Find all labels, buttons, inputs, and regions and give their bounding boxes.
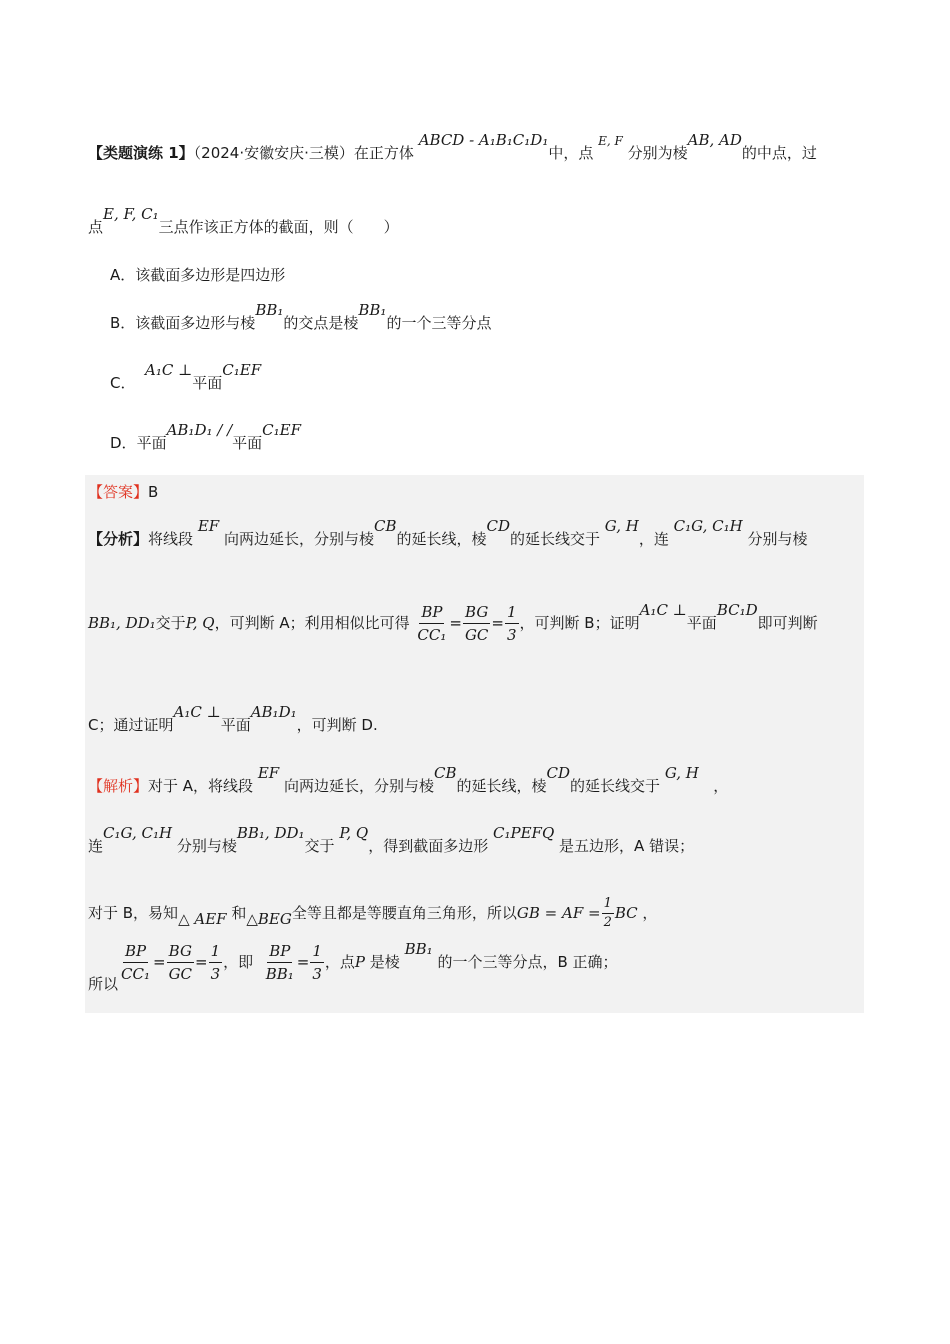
math-bc1d: BC₁D (716, 601, 758, 619)
fraction-one-half (602, 897, 614, 930)
solution-label: 【解析】 (88, 777, 149, 795)
option-text: 的一个三等分点 (386, 314, 492, 332)
problem-text: 中，点 (548, 144, 594, 162)
fraction-numerator: 1 (209, 942, 223, 963)
fraction-numerator: 1 (505, 603, 519, 624)
math-c1ef: C₁EF (222, 361, 262, 379)
math-bb1: BB₁ (255, 301, 284, 319)
solution-text: 全等且都是等腰直角三角形，所以 (291, 904, 517, 922)
math-triangle-beg: △BEG (246, 910, 292, 928)
fraction-denominator: GC (168, 965, 193, 983)
points-ef: E, F (598, 134, 623, 148)
option-text: 平面 (136, 434, 167, 452)
option-text: 该截面多边形是四边形 (135, 266, 286, 284)
analysis-text: 平面 (686, 614, 717, 632)
solution-text: 是棱 (369, 953, 400, 971)
fraction-denominator: 3 (312, 965, 322, 983)
math-p: P (354, 953, 366, 971)
problem-text: 三点作该正方体的截面，则（ ） (158, 218, 399, 236)
analysis-text: ，连 (638, 530, 669, 548)
analysis-line-1 (88, 517, 808, 549)
problem-line-2 (88, 205, 399, 237)
solution-panel (85, 475, 864, 1013)
fraction-numerator: BP (267, 942, 292, 963)
fraction-bp-cc1 (415, 603, 448, 644)
solution-text: 对于 B，易知 (88, 904, 179, 922)
fraction-numerator: 1 (602, 897, 614, 914)
analysis-line-3 (88, 703, 378, 735)
fraction-denominator: 3 (506, 626, 517, 644)
math-cb: CB (373, 517, 397, 535)
math-c1g-c1h: C₁G, C₁H (103, 824, 173, 842)
solution-text: 分别与棱 (176, 837, 237, 855)
fraction-denominator: CC₁ (417, 626, 447, 644)
math-bb1-dd1: BB₁, DD₁ (88, 614, 156, 632)
fraction-denominator: 3 (210, 965, 221, 983)
math-c1ef: C₁EF (262, 421, 302, 439)
edges-ab-ad: AB, AD (687, 131, 742, 149)
fraction-one-third (209, 942, 223, 983)
analysis-text: 即可判断 (757, 614, 818, 632)
fraction-bp-cc1 (119, 942, 152, 983)
solution-text: 对于 A，将线段 (148, 777, 254, 795)
solution-text: 交于 (304, 837, 335, 855)
option-label: C． (110, 374, 136, 392)
fraction-bp-bb1 (264, 942, 296, 983)
solution-text: 的延长线交于 (570, 777, 661, 795)
problem-label: 【类题演练 1】 (88, 144, 194, 162)
math-ab1d1: AB₁D₁ (250, 703, 297, 721)
math-cd: CD (546, 764, 571, 782)
fraction-bg-gc (167, 942, 194, 983)
fraction-numerator: 1 (310, 942, 324, 963)
fraction-one-third (310, 942, 324, 983)
solution-text: ， (642, 904, 658, 922)
solution-text: 和 (231, 904, 247, 922)
fraction-numerator: BP (123, 942, 148, 963)
problem-text: 分别为棱 (627, 144, 688, 162)
points-efc1: E, F, C₁ (103, 205, 159, 223)
analysis-text: 的延长线，棱 (396, 530, 487, 548)
solution-text: 向两边延长，分别与棱 (283, 777, 434, 795)
option-text: 平面 (232, 434, 263, 452)
fraction-bg-gc (463, 603, 490, 644)
math-ef: EF (257, 764, 280, 782)
math-gh: G, H (604, 517, 639, 535)
solution-text: 的延长线，棱 (456, 777, 547, 795)
problem-source: （2024·安徽安庆·三模） (193, 144, 354, 162)
problem-text: 点 (88, 218, 104, 236)
solution-text: 的一个三等分点，B 正确； (437, 953, 618, 971)
option-b[interactable] (110, 301, 492, 333)
fraction-denominator: CC₁ (121, 965, 150, 983)
math-gb-eq-af: GB = AF = (516, 904, 601, 922)
analysis-text: ，可判断 B；证明 (519, 614, 640, 632)
fraction-denominator: GC (464, 626, 489, 644)
answer-label: 【答案】 (88, 483, 149, 501)
fraction-numerator: BG (167, 942, 194, 963)
answer-line (88, 481, 158, 502)
option-text: 的交点是棱 (283, 314, 359, 332)
option-d[interactable] (110, 421, 302, 453)
analysis-text: 的延长线交于 (510, 530, 601, 548)
math-bb1: BB₁ (358, 301, 387, 319)
math-a1c-perp: A₁C ⊥ (173, 703, 221, 721)
solution-text: 所以 (88, 975, 119, 993)
math-pq: P, Q (339, 824, 369, 842)
problem-text: 在正方体 (353, 144, 414, 162)
analysis-text: 向两边延长，分别与棱 (223, 530, 374, 548)
solution-text: ，点 (324, 953, 355, 971)
math-bb1: BB₁ (404, 940, 433, 958)
math-polygon: C₁PEFQ (493, 824, 555, 842)
analysis-text: ，可判断 A；利用相似比可得 (214, 614, 410, 632)
analysis-line-2: BB₁, DD₁交于P, Q，可判断 A；利用相似比可得 $\frac{BP}{\text{CC₁}}$ = $\frac{BG}{GC}$ = $\frac{1}{3}$ ，可判断 B；证明A₁C ⊥平面BC₁D即可判断 (88, 601, 818, 644)
math-a1c-perp: A₁C ⊥ (639, 601, 687, 619)
math-cd: CD (486, 517, 510, 535)
math-c1g-c1h: C₁G, C₁H (673, 517, 743, 535)
fraction-numerator: BG (463, 603, 490, 624)
math-pq: P, Q (185, 614, 215, 632)
solution-text: ，得到截面多边形 (368, 837, 489, 855)
analysis-text: C；通过证明 (88, 716, 174, 734)
option-text: 该截面多边形与棱 (135, 314, 256, 332)
fraction-numerator: BP (419, 603, 444, 624)
solution-text: 是五边形，A 错误； (559, 837, 695, 855)
math-bc: BC (614, 904, 638, 922)
solution-text: ， (713, 777, 729, 795)
option-c[interactable] (110, 361, 262, 393)
problem-line-1 (88, 131, 817, 163)
math-gh: G, H (664, 764, 699, 782)
analysis-text: ，可判断 D. (296, 716, 378, 734)
problem-text: 的中点，过 (741, 144, 817, 162)
option-a[interactable] (110, 264, 285, 285)
solution-line-4: 所以 $\frac{BP}{\text{CC₁}}$ = $\frac{BG}{GC}$ = $\frac{1}{3}$ ，即 $\frac{BP}{\text{BB₁}}$ = $\frac{1}{3}$ ，点P 是棱 BB₁ 的一个三等分点，B 正确； (88, 940, 618, 993)
math-cb: CB (433, 764, 457, 782)
analysis-label: 【分析】 (88, 530, 149, 548)
analysis-text: 平面 (220, 716, 251, 734)
solution-line-1 (88, 764, 729, 796)
answer-value: B (148, 483, 159, 501)
fraction-denominator: BB₁ (265, 965, 294, 983)
math-a1c-perp: A₁C ⊥ (145, 361, 193, 379)
solution-text: ，即 (223, 953, 254, 971)
math-ef: EF (197, 517, 220, 535)
analysis-text: 交于 (155, 614, 186, 632)
solution-text: 连 (88, 837, 104, 855)
option-label: D． (110, 434, 137, 452)
analysis-text: 将线段 (148, 530, 194, 548)
fraction-one-third (505, 603, 519, 644)
option-label: A． (110, 266, 136, 284)
option-label: B． (110, 314, 136, 332)
fraction-denominator: 2 (603, 915, 612, 930)
cube-name: ABCD - A₁B₁C₁D₁ (418, 131, 549, 149)
math-bb1-dd1: BB₁, DD₁ (236, 824, 305, 842)
analysis-text: 分别与棱 (747, 530, 808, 548)
math-ab1d1-parallel: AB₁D₁ / / (166, 421, 233, 439)
option-text: 平面 (192, 374, 223, 392)
math-triangle-aef: △ AEF (178, 910, 227, 928)
solution-line-3 (88, 897, 657, 930)
solution-line-2 (88, 824, 695, 856)
